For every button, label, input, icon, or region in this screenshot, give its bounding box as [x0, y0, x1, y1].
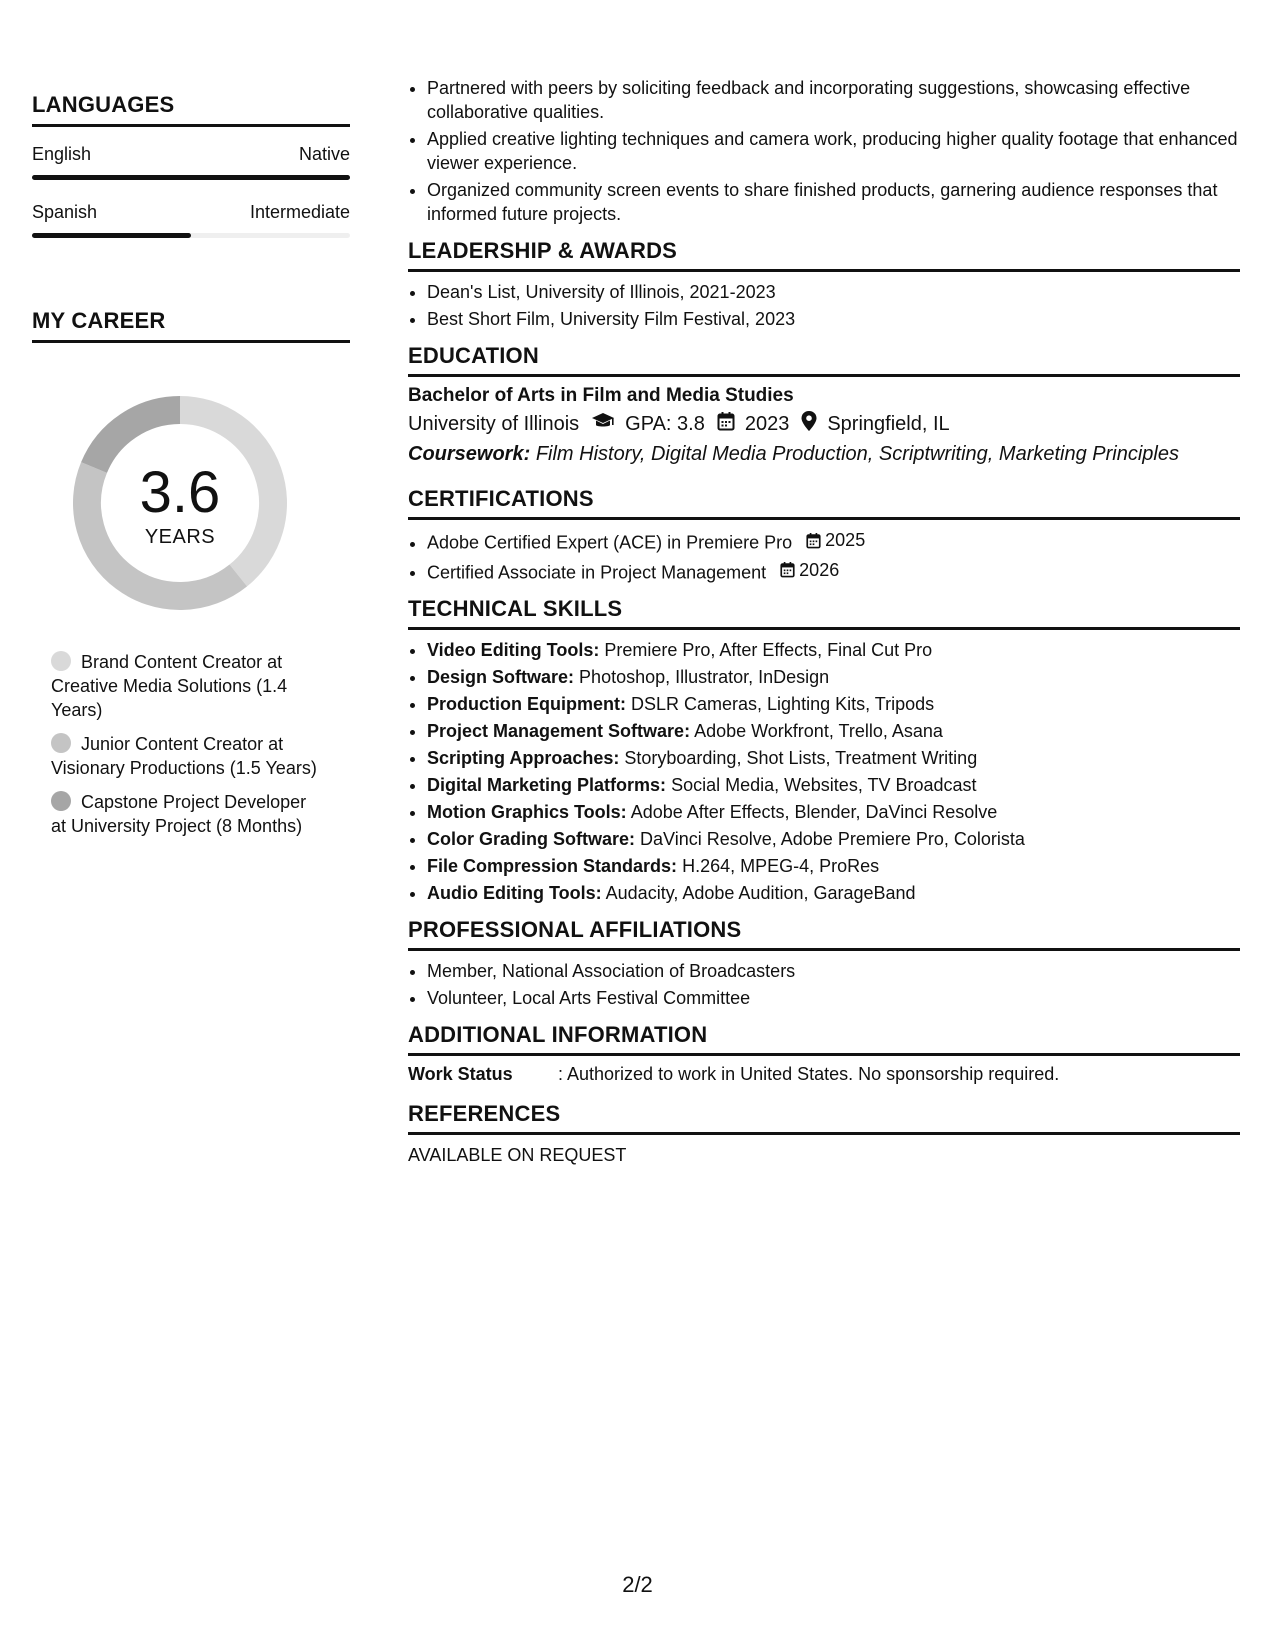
- career-heading: MY CAREER: [32, 308, 350, 343]
- experience-bullet: • Organized community screen events to share finished products, garnering audience responses that informed future projects.: [427, 178, 1240, 226]
- affiliation-item: • Member, National Association of Broadcasters: [427, 959, 1240, 983]
- career-legend-label: Junior Content Creator at Visionary Productions (1.5 Years): [51, 734, 317, 778]
- skill-value: Social Media, Websites, TV Broadcast: [671, 775, 977, 795]
- skill-item: [427, 719, 1240, 743]
- career-total-value: 3.6: [139, 460, 221, 525]
- certification-name: Certified Associate in Project Management: [427, 562, 767, 582]
- page-number: 2/2: [622, 1572, 653, 1597]
- skill-label: Project Management Software:: [427, 721, 691, 741]
- map-pin-icon: [801, 411, 817, 437]
- languages-heading: LANGUAGES: [32, 92, 350, 127]
- legend-dot: [51, 651, 71, 671]
- experience-bullets: [408, 76, 1240, 226]
- leadership-item: • Dean's List, University of Illinois, 2021-2023: [427, 280, 1240, 304]
- education-year: 2023: [744, 412, 790, 435]
- skill-label: Digital Marketing Platforms:: [427, 775, 667, 795]
- career-total-unit: YEARS: [144, 526, 216, 548]
- certifications-heading: CERTIFICATIONS: [408, 486, 1240, 520]
- skill-value: DaVinci Resolve, Adobe Premiere Pro, Colorista: [640, 829, 1025, 849]
- education-heading: EDUCATION: [408, 343, 1240, 377]
- skill-label: File Compression Standards:: [427, 856, 678, 876]
- career-legend-item: [51, 732, 321, 780]
- education-degree: Bachelor of Arts in Film and Media Studies: [408, 385, 794, 406]
- skill-label: Color Grading Software:: [427, 829, 636, 849]
- affiliations-heading: PROFESSIONAL AFFILIATIONS: [408, 917, 1240, 951]
- certification-name: Adobe Certified Expert (ACE) in Premiere Pro: [427, 532, 793, 553]
- skill-item: [427, 665, 1240, 689]
- skill-value: Audacity, Adobe Audition, GarageBand: [605, 883, 916, 903]
- skill-label: Video Editing Tools:: [427, 640, 600, 660]
- language-proficiency-fill: [32, 233, 191, 238]
- skill-label: Motion Graphics Tools:: [427, 802, 627, 822]
- certification-year: 2026: [799, 559, 840, 580]
- certification-year: 2025: [825, 530, 866, 550]
- language-item: [32, 202, 350, 238]
- language-level: Intermediate: [249, 202, 350, 222]
- skill-value: H.264, MPEG-4, ProRes: [682, 856, 880, 876]
- skill-item: [427, 827, 1240, 851]
- career-legend-item: [51, 650, 321, 722]
- language-proficiency-bar: [32, 175, 350, 180]
- references-section: [408, 1101, 1240, 1166]
- skill-item: [427, 692, 1240, 716]
- skill-value: DSLR Cameras, Lighting Kits, Tripods: [631, 694, 935, 714]
- language-proficiency-bar: [32, 233, 350, 238]
- career-legend-label: Brand Content Creator at Creative Media Solutions (1.4 Years): [51, 652, 288, 720]
- skill-item: [427, 881, 1240, 905]
- language-name: English: [32, 144, 92, 164]
- skill-item: [427, 638, 1240, 662]
- language-level: Native: [298, 144, 350, 164]
- education-coursework: [408, 443, 1240, 466]
- language-proficiency-fill: [32, 175, 350, 180]
- skill-label: Scripting Approaches:: [427, 748, 620, 768]
- legend-dot: [51, 791, 71, 811]
- affiliation-item: • Volunteer, Local Arts Festival Committee: [427, 986, 1240, 1010]
- experience-bullet: • Applied creative lighting techniques and camera work, producing higher quality footage that enhanced viewer experience.: [427, 127, 1240, 175]
- leadership-section: [408, 238, 1240, 331]
- skill-item: [427, 854, 1240, 878]
- leadership-heading: LEADERSHIP & AWARDS: [408, 238, 1240, 272]
- additional-info-heading: ADDITIONAL INFORMATION: [408, 1022, 1240, 1056]
- skill-value: Adobe Workfront, Trello, Asana: [694, 721, 943, 741]
- coursework-label: Coursework:: [408, 443, 531, 465]
- skill-value: Adobe After Effects, Blender, DaVinci Resolve: [630, 802, 998, 822]
- work-status-label: Work Status: [408, 1064, 513, 1084]
- certification-item: [427, 528, 1240, 555]
- skill-label: Design Software:: [427, 667, 575, 687]
- calendar-icon: [780, 561, 795, 578]
- graduation-cap-icon: [591, 412, 615, 436]
- skill-label: Production Equipment:: [427, 694, 626, 714]
- additional-info-section: [408, 1022, 1240, 1085]
- skill-item: [427, 800, 1240, 824]
- references-text: AVAILABLE ON REQUEST: [408, 1145, 627, 1165]
- career-legend-label: Capstone Project Developer at University Project (8 Months): [51, 792, 307, 836]
- calendar-icon: [806, 532, 821, 549]
- skill-value: Photoshop, Illustrator, InDesign: [579, 667, 830, 687]
- certification-item: [427, 558, 1240, 585]
- skill-value: Premiere Pro, After Effects, Final Cut Pro: [604, 640, 933, 660]
- certifications-section: [408, 486, 1240, 584]
- calendar-icon: [717, 411, 735, 437]
- leadership-item: • Best Short Film, University Film Festival, 2023: [427, 307, 1240, 331]
- skill-item: [427, 773, 1240, 797]
- legend-dot: [51, 733, 71, 753]
- experience-bullet: • Partnered with peers by soliciting feedback and incorporating suggestions, showcasing effective collaborative qualities.: [427, 76, 1240, 124]
- work-status-value: : Authorized to work in United States. No sponsorship required.: [558, 1064, 1060, 1084]
- donut-segment: [94, 410, 180, 468]
- career-legend-item: [51, 790, 321, 838]
- education-school: University of Illinois: [408, 412, 580, 435]
- career-legend: [51, 650, 321, 838]
- skills-section: [408, 596, 1240, 905]
- education-section: [408, 343, 1240, 466]
- education-meta: [408, 411, 1240, 437]
- skill-value: Storyboarding, Shot Lists, Treatment Writing: [624, 748, 978, 768]
- main-content: [408, 0, 1240, 1166]
- skill-item: [427, 746, 1240, 770]
- coursework-list: Film History, Digital Media Production, Scriptwriting, Marketing Principles: [535, 443, 1179, 465]
- skills-heading: TECHNICAL SKILLS: [408, 596, 1240, 630]
- language-name: Spanish: [32, 202, 98, 222]
- education-gpa: GPA: 3.8: [625, 412, 705, 435]
- language-item: [32, 144, 350, 180]
- career-donut-chart: [65, 388, 295, 618]
- affiliations-section: [408, 917, 1240, 1010]
- education-location: Springfield, IL: [827, 412, 950, 435]
- references-heading: REFERENCES: [408, 1101, 1240, 1135]
- skill-label: Audio Editing Tools:: [427, 883, 602, 903]
- skills-list: [408, 638, 1240, 905]
- sidebar: [32, 0, 350, 848]
